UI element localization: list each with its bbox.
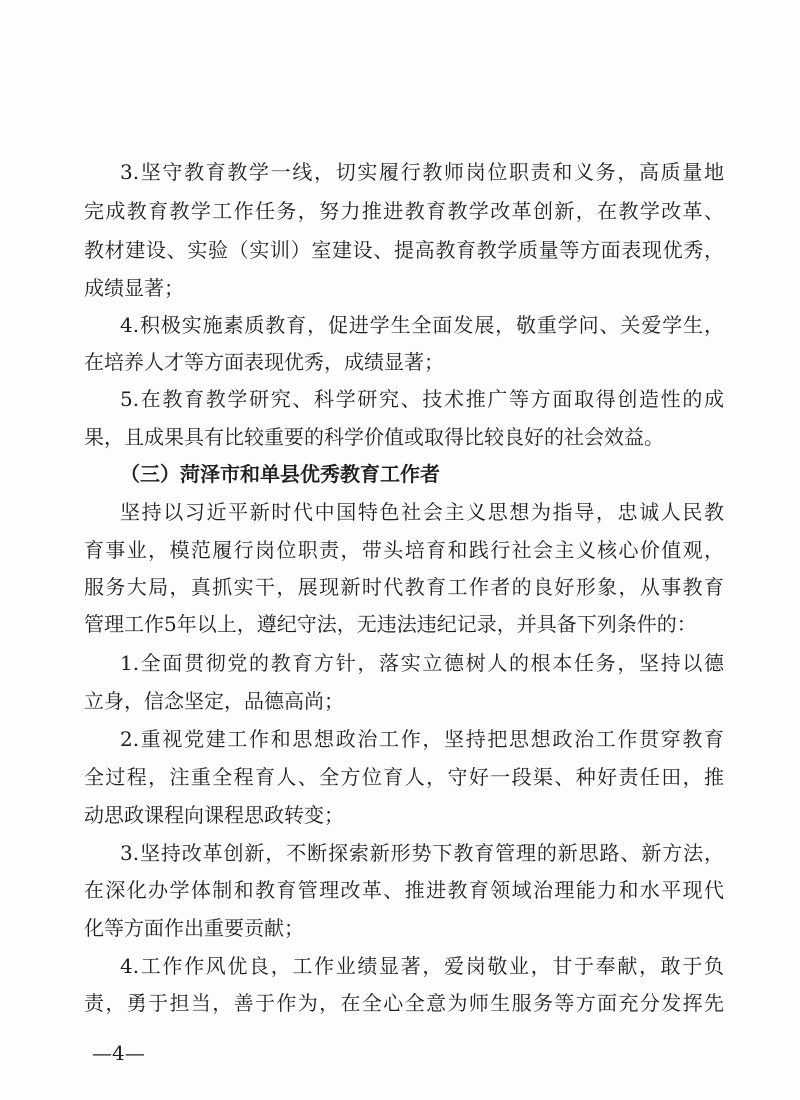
paragraph-line: 全过程，注重全程育人、全方位育人，守好一段渠、种好责任田，推 (84, 765, 724, 789)
paragraph-line: 4.积极实施素质教育，促进学生全面发展，敬重学问、关爱学生， (120, 313, 724, 337)
paragraph-line: 3.坚持改革创新，不断探索新形势下教育管理的新思路、新方法， (120, 841, 724, 865)
paragraph-line: 2.重视党建工作和思想政治工作，坚持把思想政治工作贯穿教育 (120, 727, 724, 751)
paragraph-line: 教材建设、实验（实训）室建设、提高教育教学质量等方面表现优秀， (84, 238, 724, 262)
paragraph-line: 5.在教育教学研究、科学研究、技术推广等方面取得创造性的成 (120, 387, 724, 411)
section-heading: （三）菏泽市和单县优秀教育工作者 (120, 462, 440, 486)
paragraph-line: 4.工作作风优良，工作业绩显著，爱岗敬业，甘于奉献，敢于负 (120, 954, 724, 978)
paragraph-line: 果，且成果具有比较重要的科学价值或取得比较良好的社会效益。 (84, 425, 664, 449)
paragraph-line: 立身，信念坚定，品德高尚； (84, 689, 344, 713)
paragraph-line: 完成教育教学工作任务，努力推进教育教学改革创新，在教学改革、 (84, 199, 724, 223)
page-number: —4— (92, 1041, 145, 1065)
paragraph-line: 责，勇于担当，善于作为，在全心全意为师生服务等方面充分发挥先 (84, 991, 724, 1015)
paragraph-line: 3.坚守教育教学一线，切实履行教师岗位职责和义务，高质量地 (120, 160, 724, 184)
paragraph-line: 服务大局，真抓实干，展现新时代教育工作者的良好形象，从事教育 (84, 575, 724, 599)
paragraph-line: 化等方面作出重要贡献； (84, 916, 304, 940)
paragraph-line: 坚持以习近平新时代中国特色社会主义思想为指导，忠诚人民教 (120, 500, 724, 524)
paragraph-line: 1.全面贯彻党的教育方针，落实立德树人的根本任务，坚持以德 (120, 651, 724, 675)
paragraph-line: 成绩显著； (84, 276, 184, 300)
paragraph-line: 在培养人才等方面表现优秀，成绩显著； (84, 350, 444, 374)
paragraph-line: 在深化办学体制和教育管理改革、推进教育领域治理能力和水平现代 (84, 878, 724, 902)
paragraph-line: 动思政课程向课程思政转变； (84, 803, 344, 827)
paragraph-line: 管理工作5年以上，遵纪守法，无违法违纪记录，并具备下列条件的： (84, 612, 697, 636)
paragraph-line: 育事业，模范履行岗位职责，带头培育和践行社会主义核心价值观， (84, 538, 724, 562)
